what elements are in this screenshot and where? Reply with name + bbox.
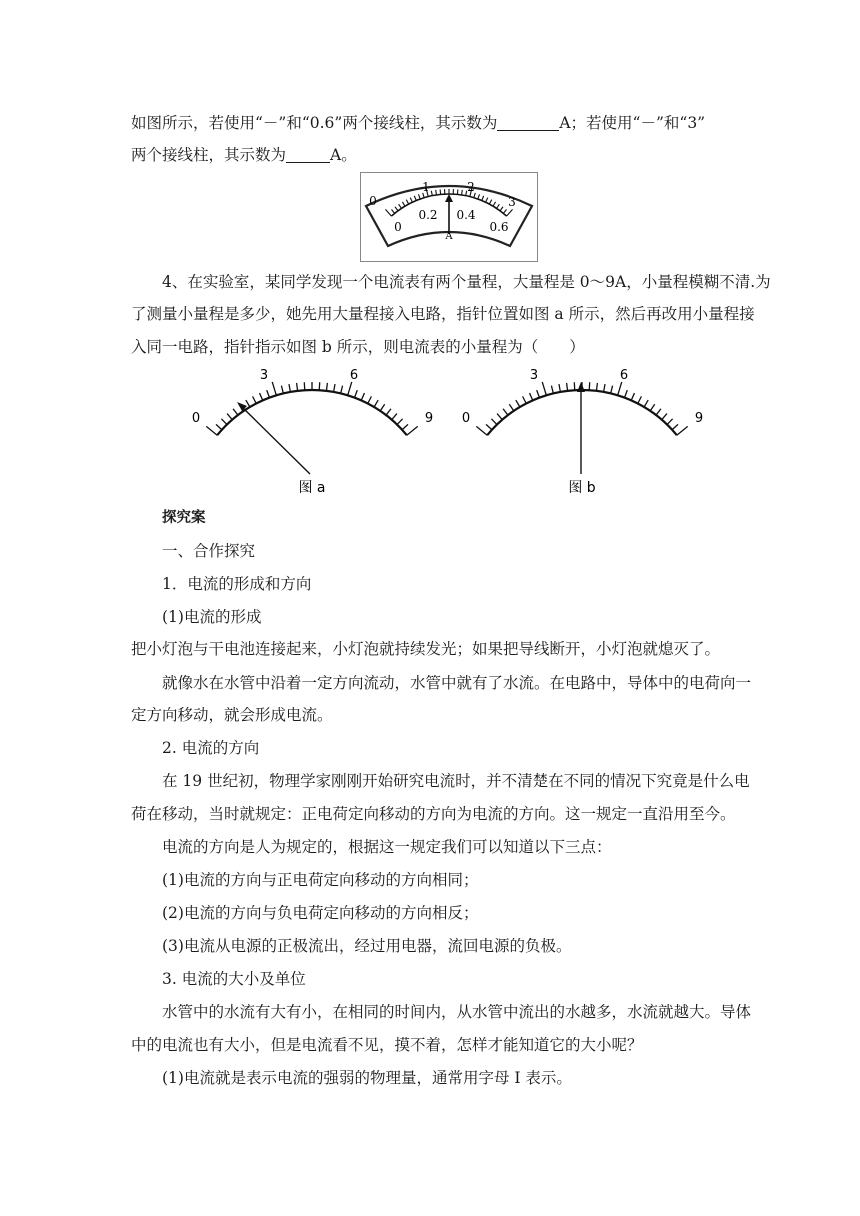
scale-tick [625, 390, 628, 397]
q3-text-2: A；若使用“－”和“3” [559, 114, 706, 132]
scale-tick [233, 409, 238, 415]
list-item: (3)电流从电源的正极流出，经过用电器，流回电源的负极。 [162, 937, 572, 955]
scale-tick [618, 382, 622, 395]
scale-tick [542, 382, 546, 395]
paragraph-line: 就像水在水管中沿着一定方向流动，水管中就有了水流。在电路中，导体中的电荷向一 [162, 674, 752, 692]
paragraph-line: 在 19 世纪初，物理学家刚刚开始研究电流时，并不清楚在不同的情况下究竟是什么电 [162, 772, 750, 790]
paragraph-line: 把小灯泡与干电池连接起来，小灯泡就持续发光；如果把导线断开，小灯泡就熄灭了。 [131, 640, 721, 658]
q4-line-3: 入同一电路，指针指示如图 b 所示，则电流表的小量程为（ ） [131, 338, 585, 356]
scale-tick [677, 426, 688, 435]
meter-b-label-9: 9 [694, 411, 704, 426]
scale-tick [206, 426, 217, 435]
scale-tick [260, 393, 263, 400]
caption-a: 图 a [298, 480, 326, 496]
scale-tick [436, 190, 437, 195]
heading-cooperative-inquiry: 一、合作探究 [162, 542, 256, 560]
scale-tick [272, 382, 276, 395]
scale-tick [297, 383, 298, 391]
q3-text-4: A。 [330, 146, 357, 164]
paragraph-line: 电流的方向是人为规定的，根据这一规定我们可以知道以下三点： [162, 838, 612, 856]
scale-tick [530, 393, 533, 400]
meter-a-label-3: 3 [259, 368, 269, 383]
list-item: (1)电流的方向与正电荷定向移动的方向相同； [162, 871, 479, 889]
scale-tick [650, 404, 654, 411]
scale-tick [267, 390, 270, 397]
scale-tick [374, 400, 378, 407]
scale-tick [476, 426, 487, 435]
scale-tick [326, 383, 327, 391]
scale-tick [221, 419, 227, 425]
answer-blank-2 [286, 146, 330, 163]
scale-tick [604, 384, 605, 392]
lower-label-0-4: 0.4 [456, 208, 476, 222]
scale-tick [656, 409, 661, 415]
scale-tick [216, 424, 222, 429]
heading-magnitude-unit: 3. 电流的大小及单位 [162, 970, 306, 988]
scale-tick [407, 426, 418, 435]
scale-tick [567, 383, 568, 391]
scale-tick [486, 424, 492, 429]
scale-arc [217, 390, 407, 435]
scale-tick [516, 400, 520, 407]
lower-label-0: 0 [394, 220, 402, 234]
upper-label-3: 3 [508, 195, 516, 209]
scale-tick [559, 384, 560, 392]
lower-label-0-2: 0.2 [418, 208, 438, 222]
meter-a-pointer [240, 405, 310, 474]
scale-tick [611, 386, 613, 394]
scale-tick [462, 190, 463, 195]
scale-tick [253, 396, 257, 403]
scale-tick [227, 414, 232, 420]
scale-arc [487, 390, 677, 435]
list-item: (2)电流的方向与负电荷定向移动的方向相反； [162, 904, 479, 922]
scale-tick [289, 384, 290, 392]
scale-tick [348, 382, 352, 395]
upper-label-0: 0 [369, 194, 377, 208]
paragraph-line: (1)电流就是表示电流的强弱的物理量，通常用字母 I 表示。 [162, 1069, 572, 1087]
q4-line-1: 4、在实验室，某同学发现一个电流表有两个量程，大量程是 0～9A，小量程模糊不清.为 [162, 273, 771, 291]
q3-line-2 [131, 144, 771, 166]
scale-tick [638, 396, 642, 403]
scale-tick [402, 424, 408, 429]
scale-tick [662, 414, 667, 420]
q4-line-2: 了测量小量程是多少，她先用大量程接入电路，指针位置如图 a 所示，然后再改用小量程接 [131, 305, 755, 323]
scale-tick [523, 396, 527, 403]
caption-b: 图 b [568, 480, 596, 496]
scale-tick [631, 393, 634, 400]
scale-tick [497, 414, 502, 420]
scale-tick [537, 390, 540, 397]
scale-tick [386, 409, 391, 415]
scale-tick [596, 383, 597, 391]
scale-tick [281, 386, 283, 394]
scale-tick [644, 400, 648, 407]
scale-tick [392, 414, 397, 420]
scale-tick [551, 386, 553, 394]
q3-text-1: 如图所示，若使用“－”和“0.6”两个接线柱，其示数为 [131, 114, 498, 132]
scale-tick [368, 396, 372, 403]
paragraph-line: 定方向移动，就会形成电流。 [131, 706, 333, 724]
meter-b-pointer-tip [577, 382, 585, 392]
q3-text-3: 两个接线柱，其示数为 [131, 146, 287, 164]
lower-label-0-6: 0.6 [489, 220, 509, 234]
section-heading: 探究案 [162, 510, 206, 526]
meter-b-label-0: 0 [461, 411, 471, 426]
scale-tick [672, 424, 678, 429]
meter-b-label-6: 6 [619, 368, 629, 383]
meter-b-label-3: 3 [529, 368, 539, 383]
scale-tick [334, 384, 335, 392]
scale-ticks-a [206, 382, 417, 435]
ammeter-figure-b [452, 362, 714, 500]
meter-a-label-0: 0 [191, 411, 201, 426]
heading-formation: (1)电流的形成 [162, 608, 262, 626]
scale-tick [397, 419, 403, 425]
scale-tick [491, 419, 497, 425]
scale-tick [361, 393, 364, 400]
scale-tick [380, 404, 384, 411]
paragraph-line: 中的电流也有大小，但是电流看不见，摸不着，怎样才能知道它的大小呢？ [131, 1036, 643, 1054]
ammeter-dial-figure [360, 172, 538, 262]
meter-a-label-9: 9 [424, 411, 434, 426]
paragraph-line: 水管中的水流有大有小，在相同的时间内，从水管中流出的水越多，水流就越大。导体 [162, 1003, 752, 1021]
paragraph-line: 荷在移动，当时就规定：正电荷定向移动的方向为电流的方向。这一规定一直沿用至今。 [131, 805, 736, 823]
scale-tick [667, 419, 673, 425]
meter-a-label-6: 6 [349, 368, 359, 383]
scale-tick [503, 409, 508, 415]
scale-tick [355, 390, 358, 397]
unit-label: A [445, 231, 453, 242]
upper-label-1: 1 [422, 180, 430, 194]
scale-tick [341, 386, 343, 394]
heading-formation-direction: 1．电流的形成和方向 [162, 575, 312, 593]
upper-label-2: 2 [467, 180, 475, 194]
q3-line-1 [131, 112, 771, 134]
answer-blank-1 [497, 114, 559, 131]
scale-tick [509, 404, 513, 411]
heading-direction: 2. 电流的方向 [162, 739, 260, 757]
ammeter-figure-a [182, 362, 444, 500]
